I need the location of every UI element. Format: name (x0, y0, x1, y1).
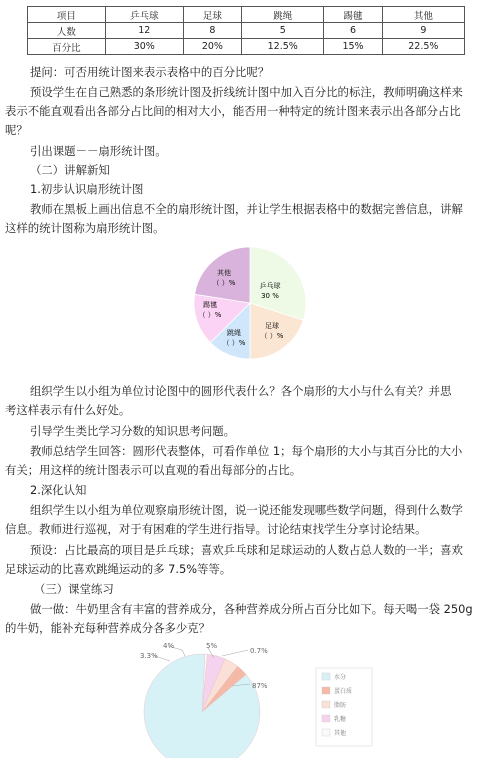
value-label-other: 0.7% (250, 647, 268, 655)
paragraph-line: 教师总结学生回答：圆形代表整体，可看作单位 1；每个扇形的大小与其百分比的大小 (30, 444, 463, 458)
legend-label-lactose: 乳糖 (334, 716, 347, 723)
stats-table (27, 6, 465, 55)
table-cell: 15% (324, 39, 382, 55)
legend-swatch (322, 715, 330, 722)
value-label-protein: 3.3% (140, 652, 158, 660)
section-heading: （二）讲解新知 (30, 163, 110, 177)
table-cell: 5 (242, 23, 324, 39)
table-row (28, 23, 465, 39)
legend-label-water: 水分 (334, 674, 347, 681)
question-text: 提问：可否用统计图来表示表格中的百分比呢？ (30, 65, 270, 79)
pie-label-rope: 跳绳 (227, 329, 241, 337)
table-cell: 12 (105, 23, 183, 39)
pie-label-shuttlecock: 踢毽 (203, 301, 217, 309)
table-cell: 20% (183, 39, 241, 55)
legend-swatch (322, 701, 330, 708)
pie-label-pingpong: 乒乓球 (259, 282, 281, 290)
paragraph-line: 教师在黑板上画出信息不全的扇形统计图，并让学生根据表格中的数据完善信息，讲解 (30, 202, 463, 216)
pie-label-football-pct: （ ）% (260, 332, 284, 340)
pie-label-football: 足球 (265, 322, 279, 330)
subsection-heading: 1.初步认识扇形统计图 (30, 182, 144, 196)
milk-legend (316, 668, 372, 746)
paragraph-line: 这样的统计图称为扇形统计图。 (5, 221, 165, 235)
pie-label-pingpong-pct: 30 % (261, 292, 279, 300)
legend-label-other: 其他 (334, 730, 347, 737)
paragraph-line: 引导学生类比学习分数的知识思考问题。 (30, 424, 236, 438)
section-heading: （三）课堂练习 (34, 582, 114, 596)
milk-slice-water (144, 654, 260, 758)
pie-label-other: 其他 (217, 269, 231, 277)
subsection-heading: 2.深化认知 (30, 483, 87, 497)
table-cell: 跳绳 (242, 7, 324, 23)
paragraph-line: 做一做：牛奶里含有丰富的营养成分，各种营养成分所占百分比如下。每天喝一袋 250g (30, 602, 473, 616)
paragraph-line: 预设：占比最高的项目是乒乓球；喜欢乒乓球和足球运动的人数占总人数的一半；喜欢 (30, 543, 463, 557)
pie-label-other-pct: （ ）% (212, 279, 236, 287)
table-row (28, 39, 465, 55)
paragraph-line: 表示不能直观看出各部分占比间的相对大小，能否用一种特定的统计图来表示出各部分占比 (5, 104, 461, 118)
table-cell: 踢毽 (324, 7, 382, 23)
table-cell: 乒乓球 (105, 7, 183, 23)
paragraph-line: 的牛奶，能补充每种营养成分各多少克？ (5, 621, 211, 635)
table-cell: 人数 (28, 23, 106, 39)
paragraph-line: 有关；用这样的统计图表示可以直观的看出每部分的占比。 (5, 463, 302, 477)
sports-pie-chart (190, 240, 310, 365)
milk-pie-chart (130, 640, 470, 758)
legend-swatch (322, 729, 330, 736)
value-label-lactose: 5% (206, 642, 218, 650)
table-cell: 9 (382, 23, 464, 39)
table-header-row (28, 7, 465, 23)
table-cell: 项目 (28, 7, 106, 23)
paragraph-line: 信息。教师进行巡视，对于有困难的学生进行指导。讨论结束找学生分享讨论结果。 (5, 522, 427, 536)
paragraph-line: 呢？ (5, 123, 28, 137)
table-cell: 30% (105, 39, 183, 55)
pie-label-shuttlecock-pct: （ ）% (198, 311, 222, 319)
table-cell: 6 (324, 23, 382, 39)
paragraph-line: 预设学生在自己熟悉的条形统计图及折线统计图中加入百分比的标注，教师明确这样来 (30, 85, 463, 99)
milk-pie-slices (144, 654, 260, 758)
legend-label-fat: 脂肪 (334, 702, 347, 709)
legend-label-protein: 蛋白质 (334, 688, 353, 695)
paragraph-line: 组织学生以小组为单位观察扇形统计图，说一说还能发现哪些数学问题，得到什么数学 (30, 503, 463, 517)
table-cell: 8 (183, 23, 241, 39)
table-cell: 12.5% (242, 39, 324, 55)
pie-label-rope-pct: （ ）% (222, 339, 246, 347)
paragraph-line: 组织学生以小组为单位讨论图中的圆形代表什么？各个扇形的大小与什么有关？并思 (30, 384, 452, 398)
paragraph-line: 足球运动的比喜欢跳绳运动的多 7.5%等等。 (5, 562, 232, 576)
value-label-water: 87% (252, 682, 268, 690)
legend-swatch (322, 687, 330, 694)
table-cell: 足球 (183, 7, 241, 23)
paragraph-line: 引出课题－－扇形统计图。 (30, 144, 167, 158)
table-cell: 其他 (382, 7, 464, 23)
table-cell: 22.5% (382, 39, 464, 55)
value-label-fat: 4% (163, 642, 175, 650)
legend-swatch (322, 673, 330, 680)
table-cell: 百分比 (28, 39, 106, 55)
paragraph-line: 考这样表示有什么好处。 (5, 403, 131, 417)
